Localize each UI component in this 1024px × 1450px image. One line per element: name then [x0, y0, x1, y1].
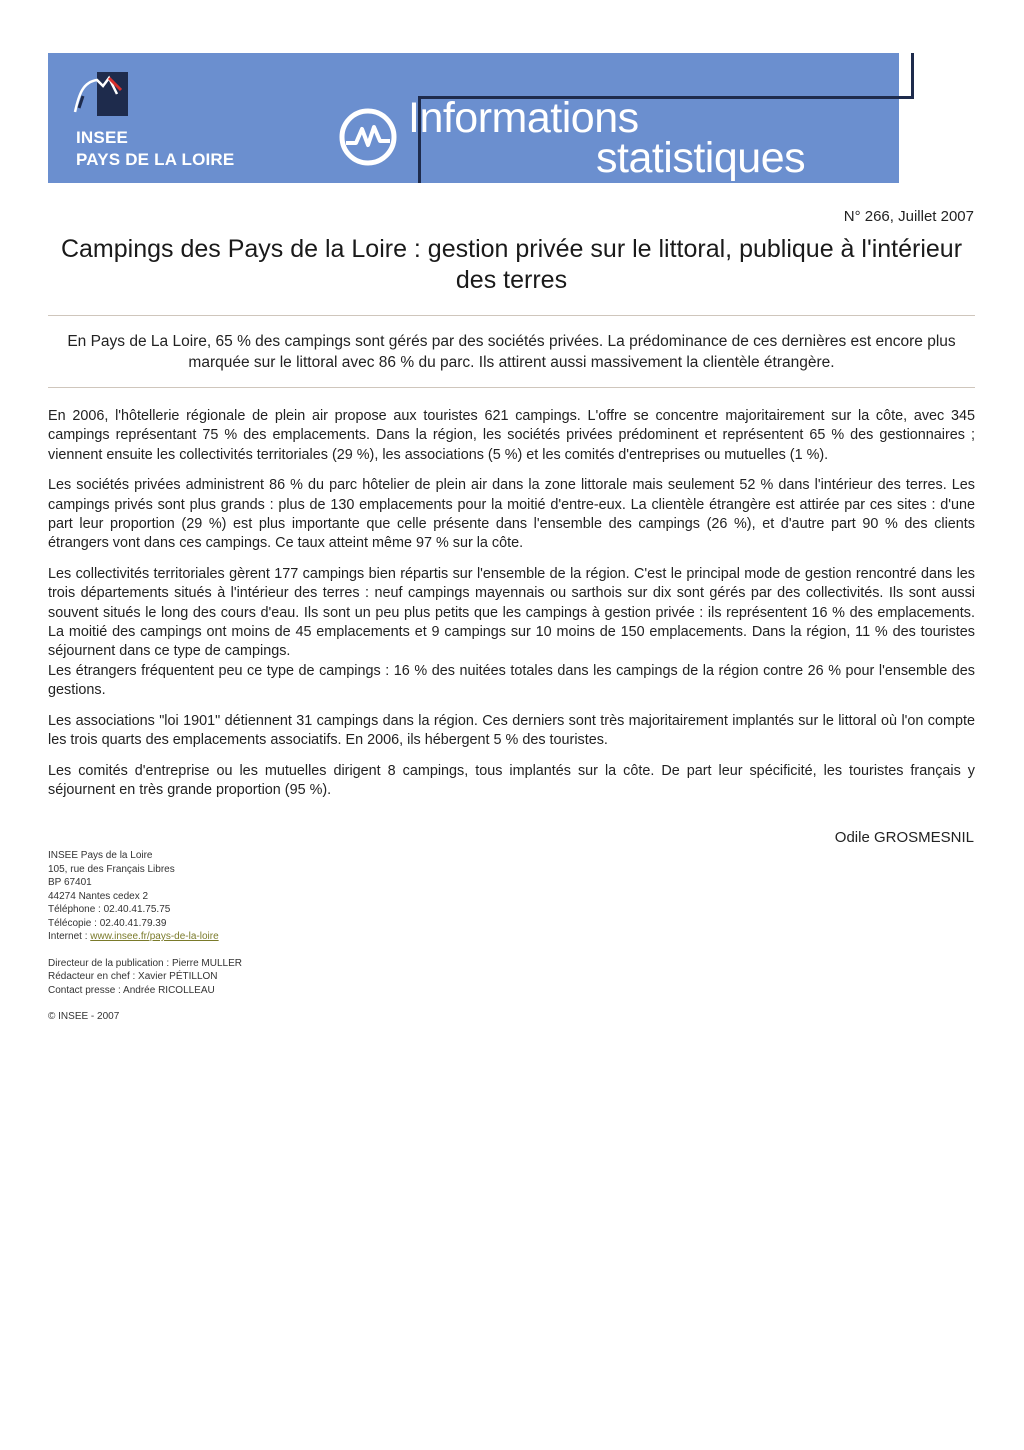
banner-frame: [418, 53, 914, 99]
footer-info: [48, 849, 242, 1024]
address-line: INSEE Pays de la Loire: [48, 850, 153, 861]
header-banner: [48, 53, 899, 183]
org-line1: INSEE: [76, 128, 129, 147]
insee-logo-icon: [73, 72, 128, 124]
website-link[interactable]: www.insee.fr/pays-de-la-loire: [90, 931, 219, 942]
address-line: 44274 Nantes cedex 2: [48, 890, 149, 902]
paragraph: Les sociétés privées administrent 86 % du parc hôtelier de plein air dans la zone littorale mais seulement 52 % dans l'intérieur des terres. Les campings privés sont plus grands : plus de 130 emplacements pour la moitié d'entre-eux. La clientèle étrangère est attirée par ces sites : d'une part leur proportion (29 %) est plus importante que celle présente dans l'ensemble des campings (26 %), et d'autre part 90 % des clients étrangers vont dans ces campings. Ce taux atteint même 97 % sur la côte.: [48, 477, 975, 552]
copyright: © INSEE - 2007: [48, 1011, 120, 1022]
fax-line: Télécopie : 02.40.41.79.39: [48, 917, 167, 929]
credit-line: Directeur de la publication : Pierre MULLER: [48, 957, 242, 969]
paragraph: Les associations "loi 1901" détiennent 31 campings dans la région. Ces derniers sont très majoritairement implantés sur le littoral où l'on compte les trois quarts des emplacements associatifs. En 2006, ils hébergent 5 % des touristes.: [48, 712, 975, 749]
org-line2: PAYS DE LA LOIRE: [76, 150, 235, 169]
publication-title-line1: Informations: [408, 94, 639, 142]
internet-label: Internet :: [48, 931, 91, 942]
paragraph: Les comités d'entreprise ou les mutuelles dirigent 8 campings, tous implantés sur la côte. De part leur spécificité, les touristes français y séjournent en très grande proportion (95 %).: [48, 762, 975, 798]
issue-number: N° 266, Juillet 2007: [843, 208, 974, 225]
statistics-wave-icon: [338, 107, 398, 167]
address-line: 105, rue des Français Libres: [48, 863, 175, 875]
credit-line: Contact presse : Andrée RICOLLEAU: [48, 984, 215, 996]
author-name: Odile GROSMESNIL: [834, 829, 974, 846]
paragraph: En 2006, l'hôtellerie régionale de plein air propose aux touristes 621 campings. L'offre se concentre majoritairement sur la côte, avec 345 campings représentant 75 % des emplacements. Dans la région, les sociétés privées prédominent et représentent 65 % des gestionnaires ; viennent ensuite les collectivités territoriales (29 %), les associations (5 %) et les comités d'entreprises ou mutuelles (1 %).: [48, 408, 975, 463]
divider-top: [48, 315, 975, 316]
org-name: [76, 127, 234, 171]
credit-line: Rédacteur en chef : Xavier PÉTILLON: [48, 971, 218, 982]
article-title: Campings des Pays de la Loire : gestion privée sur le littoral, publique à l'intérieur des terres: [60, 235, 963, 294]
paragraph: Les étrangers fréquentent peu ce type de campings : 16 % des nuitées totales dans les campings de la région contre 26 % pour l'ensemble des gestions.: [48, 662, 975, 699]
internet-line: [48, 930, 242, 944]
phone-line: Téléphone : 02.40.41.75.75: [48, 904, 171, 915]
article-body: [48, 407, 975, 811]
paragraph: Les collectivités territoriales gèrent 177 campings bien répartis sur l'ensemble de la région. C'est le principal mode de gestion rencontré dans les trois départements situés à l'intérieur des terres : neuf campings mayennais ou sarthois sur dix sont gérés par des collectivités. Ils sont aussi souvent situés le long des cours d'eau. Ils sont un peu plus petits que les campings à gestion privée : ils représentent 16 % des emplacements. La moitié des campings ont moins de 45 emplacements et 9 campings sur 10 moins de 150 emplacements. Dans la région, 11 % des touristes séjournent dans ce type de campings.: [48, 565, 975, 660]
publication-title-line2: statistiques: [596, 134, 806, 182]
address-line: BP 67401: [48, 877, 92, 888]
divider-bottom: [48, 387, 975, 388]
article-summary: En Pays de La Loire, 65 % des campings sont gérés par des sociétés privées. La prédominance de ces dernières est encore plus marquée sur le littoral avec 86 % du parc. Ils attirent aussi massivement la clientèle étrangère.: [67, 333, 956, 371]
